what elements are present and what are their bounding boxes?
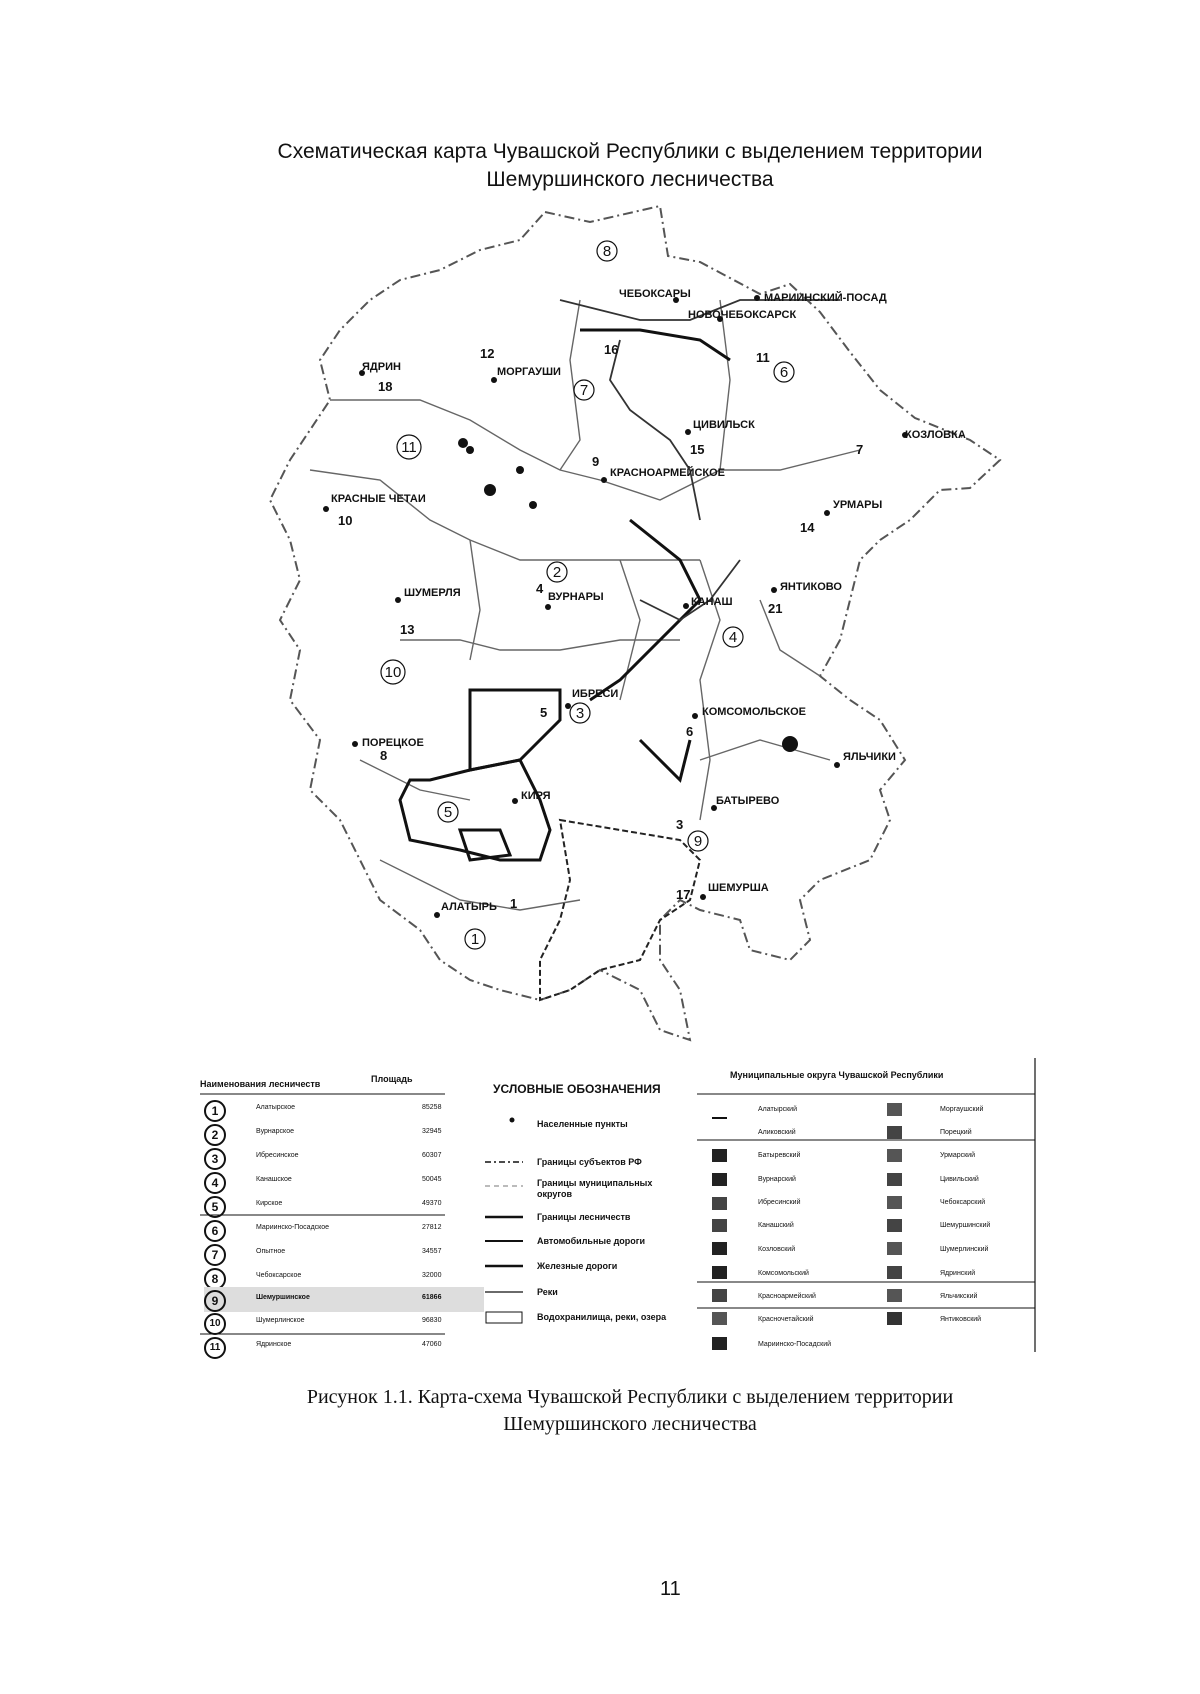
svg-text:НОВОЧЕБОКСАРСК: НОВОЧЕБОКСАРСК xyxy=(688,309,797,321)
svg-text:ЯДРИН: ЯДРИН xyxy=(362,361,401,373)
svg-text:5: 5 xyxy=(443,804,453,821)
legend-item: Железные дороги xyxy=(537,1261,618,1271)
forestry-circle-3 xyxy=(570,703,590,723)
svg-text:10: 10 xyxy=(338,513,353,528)
table-row: 4 Канашское 50045 xyxy=(204,1169,484,1194)
table-row: 5 Кирское 49370 xyxy=(204,1193,484,1218)
forestry-circle-6 xyxy=(774,362,794,382)
city-krasnoarmeyskoe xyxy=(601,466,725,483)
district-number-labels xyxy=(338,342,863,911)
svg-text:МОРГАУШИ: МОРГАУШИ xyxy=(497,366,561,378)
city-yadrin xyxy=(359,361,401,376)
legend-item: Населенные пункты xyxy=(537,1119,628,1129)
list-item: Урмарский xyxy=(940,1152,976,1159)
city-yalchiki xyxy=(834,751,896,768)
city-krasnye-chetai xyxy=(323,493,426,512)
table-row: 11 Ядринское 47060 xyxy=(204,1334,484,1359)
svg-text:12: 12 xyxy=(480,346,495,361)
figure-caption-line2: Шемуршинского лесничества xyxy=(503,1413,757,1435)
list-item: Яльчикский xyxy=(940,1293,978,1300)
list-item: Красночетайский xyxy=(758,1316,814,1323)
legend-item: Границы субъектов РФ xyxy=(537,1157,642,1167)
muni-icon-16 xyxy=(887,1196,902,1209)
forestry-circle-5 xyxy=(438,802,458,822)
forestry-table-header-area: Площадь xyxy=(371,1074,413,1084)
list-item: Батыревский xyxy=(758,1152,801,1159)
svg-text:УРМАРЫ: УРМАРЫ xyxy=(833,499,883,511)
svg-text:18: 18 xyxy=(378,379,393,394)
muni-icon-20 xyxy=(887,1289,902,1302)
list-item: Ибресинский xyxy=(758,1199,801,1206)
svg-text:КАНАШ: КАНАШ xyxy=(691,596,733,608)
svg-text:10: 10 xyxy=(384,664,402,681)
svg-text:ЯЛЬЧИКИ: ЯЛЬЧИКИ xyxy=(843,751,896,763)
forestry-table-header-name: Наименования лесничеств xyxy=(200,1079,321,1089)
table-row: 2 Вурнарское 32945 xyxy=(204,1121,484,1146)
svg-text:ИБРЕСИ: ИБРЕСИ xyxy=(572,688,619,700)
forestry-circle-9 xyxy=(688,831,708,851)
list-item: Порецкий xyxy=(940,1129,972,1136)
svg-text:7: 7 xyxy=(579,382,589,399)
city-kanash xyxy=(683,596,733,609)
svg-text:16: 16 xyxy=(604,342,619,357)
svg-text:1: 1 xyxy=(510,896,518,911)
muni-icon-14 xyxy=(887,1149,902,1162)
svg-text:3: 3 xyxy=(575,705,585,722)
svg-text:15: 15 xyxy=(690,442,705,457)
list-item: Козловский xyxy=(758,1246,796,1253)
muni-icon-3 xyxy=(712,1149,727,1162)
city-mariinsky-posad xyxy=(754,291,887,304)
svg-text:КОМСОМОЛЬСКОЕ: КОМСОМОЛЬСКОЕ xyxy=(702,706,807,718)
city-cheboksary xyxy=(619,288,691,303)
city-alatyr xyxy=(434,901,497,918)
muni-icon-12 xyxy=(887,1103,902,1116)
svg-text:9: 9 xyxy=(592,454,600,469)
svg-text:7: 7 xyxy=(856,442,864,457)
muni-icon-10 xyxy=(712,1312,727,1325)
table-row: 7 Опытное 34557 xyxy=(204,1241,484,1266)
legend-item: Автомобильные дороги xyxy=(537,1236,646,1246)
table-row: 1 Алатырское 85258 xyxy=(204,1097,484,1122)
svg-text:9: 9 xyxy=(693,833,703,850)
svg-text:4: 4 xyxy=(536,581,544,596)
city-vurnary xyxy=(545,591,604,610)
city-novocheboksarsk xyxy=(688,309,796,322)
forestry-circle-11 xyxy=(397,435,421,459)
map-title-line2: Шемуршинского лесничества xyxy=(486,168,774,191)
muni-icon-2 xyxy=(712,1126,727,1139)
forestry-circle-10 xyxy=(381,660,405,684)
muni-icon-9 xyxy=(712,1289,727,1302)
list-item: Комсомольский xyxy=(758,1270,809,1277)
svg-text:3: 3 xyxy=(676,817,684,832)
lakes xyxy=(458,438,798,752)
muni-icon-5 xyxy=(712,1197,727,1210)
muni-icon-4 xyxy=(712,1173,727,1186)
table-row: 10 Шумерлинское 96830 xyxy=(204,1310,484,1335)
svg-text:8: 8 xyxy=(602,243,612,260)
forestry-circle-4 xyxy=(723,627,743,647)
page-number: 11 xyxy=(660,1578,681,1600)
list-item: Мариинско-Посадский xyxy=(758,1341,832,1348)
svg-text:КОЗЛОВКА: КОЗЛОВКА xyxy=(905,429,966,441)
table-row: 8 Чебоксарское 32000 xyxy=(204,1265,484,1290)
svg-text:21: 21 xyxy=(768,601,783,616)
svg-text:11: 11 xyxy=(401,439,417,456)
city-komsomolskoe xyxy=(692,706,806,719)
svg-text:ВУРНАРЫ: ВУРНАРЫ xyxy=(548,591,604,603)
svg-text:КРАСНЫЕ ЧЕТАИ: КРАСНЫЕ ЧЕТАИ xyxy=(331,493,426,505)
svg-text:17: 17 xyxy=(676,887,691,902)
svg-text:ШЕМУРША: ШЕМУРША xyxy=(708,882,769,894)
svg-text:ШУМЕРЛЯ: ШУМЕРЛЯ xyxy=(404,587,461,599)
list-item: Канашский xyxy=(758,1222,794,1229)
muni-icon-13 xyxy=(887,1126,902,1139)
svg-text:ЦИВИЛЬСК: ЦИВИЛЬСК xyxy=(693,419,755,431)
svg-text:2: 2 xyxy=(552,564,562,581)
muni-icon-11 xyxy=(712,1337,727,1350)
table-row: 6 Мариинско-Посадское 27812 xyxy=(204,1217,484,1242)
muni-icon-17 xyxy=(887,1219,902,1232)
rivers xyxy=(560,300,840,620)
svg-text:КРАСНОАРМЕЙСКОЕ: КРАСНОАРМЕЙСКОЕ xyxy=(610,467,726,479)
forestry-circle-2 xyxy=(547,562,567,582)
list-item: Шумерлинский xyxy=(940,1246,989,1253)
map-title-line1: Схематическая карта Чувашской Республики с выделением территории xyxy=(277,140,983,163)
svg-text:1: 1 xyxy=(470,931,480,948)
svg-text:БАТЫРЕВО: БАТЫРЕВО xyxy=(716,795,780,807)
list-item: Ядринский xyxy=(940,1270,976,1277)
list-item: Шемуршинский xyxy=(940,1222,991,1229)
svg-text:ЯНТИКОВО: ЯНТИКОВО xyxy=(780,581,842,593)
forestry-circle-8 xyxy=(597,241,617,261)
forestry-circle-1 xyxy=(465,929,485,949)
city-morgaushi xyxy=(491,366,561,383)
muni-icon-6 xyxy=(712,1219,727,1232)
muni-icon-18 xyxy=(887,1242,902,1255)
svg-text:ЧЕБОКСАРЫ: ЧЕБОКСАРЫ xyxy=(619,288,691,300)
legend-title: УСЛОВНЫЕ ОБОЗНАЧЕНИЯ xyxy=(493,1082,661,1096)
legend-item: Границы лесничеств xyxy=(537,1212,631,1222)
svg-text:14: 14 xyxy=(800,520,815,535)
svg-text:АЛАТЫРЬ: АЛАТЫРЬ xyxy=(441,901,497,913)
muni-icon-21 xyxy=(887,1312,902,1325)
svg-text:6: 6 xyxy=(779,364,789,381)
svg-text:6: 6 xyxy=(686,724,694,739)
svg-text:11: 11 xyxy=(756,350,770,365)
svg-text:4: 4 xyxy=(728,629,738,646)
svg-text:13: 13 xyxy=(400,622,415,637)
svg-text:КИРЯ: КИРЯ xyxy=(521,790,551,802)
table-row-highlighted: 9 Шемуршинское 61866 xyxy=(204,1287,484,1312)
city-batyrevo xyxy=(711,795,780,811)
legend-item: Реки xyxy=(537,1287,558,1297)
list-item: Янтиковский xyxy=(940,1316,982,1323)
svg-text:ПОРЕЦКОЕ: ПОРЕЦКОЕ xyxy=(362,737,424,749)
svg-text:5: 5 xyxy=(540,705,548,720)
muni-icon-7 xyxy=(712,1242,727,1255)
list-item: Моргаушский xyxy=(940,1106,984,1113)
list-item: Чебоксарский xyxy=(940,1199,986,1206)
city-poretskoe xyxy=(352,737,424,749)
list-item: Красноармейский xyxy=(758,1293,816,1300)
city-urmary xyxy=(824,499,882,516)
list-item: Цивильский xyxy=(940,1176,979,1183)
legend-symbols xyxy=(485,1118,523,1324)
forestry-circle-7 xyxy=(574,380,594,400)
list-item: Алатырский xyxy=(758,1106,798,1113)
muni-icon-8 xyxy=(712,1266,727,1279)
municipal-title: Муниципальные округа Чувашской Республики xyxy=(730,1070,944,1080)
list-item: Вурнарский xyxy=(758,1176,796,1183)
city-tsivilsk xyxy=(685,419,755,435)
muni-icon-15 xyxy=(887,1173,902,1186)
table-row: 3 Ибресинское 60307 xyxy=(204,1145,484,1170)
city-kozlovka xyxy=(902,429,966,441)
list-item: Аликовский xyxy=(758,1129,796,1136)
city-shumerlya xyxy=(395,587,461,603)
city-shemursha xyxy=(700,882,769,900)
legend-item: Границы муниципальных округов xyxy=(537,1178,653,1199)
muni-icon-1 xyxy=(712,1104,727,1119)
svg-text:МАРИИНСКИЙ-ПОСАД: МАРИИНСКИЙ-ПОСАД xyxy=(764,292,887,304)
shemursha-forestry-area xyxy=(540,820,703,1000)
svg-text:8: 8 xyxy=(380,748,388,763)
city-yantikovo xyxy=(771,581,842,593)
legend-item: Водохранилища, реки, озера xyxy=(537,1312,667,1322)
muni-icon-19 xyxy=(887,1266,902,1279)
figure-caption-line1: Рисунок 1.1. Карта-схема Чувашской Республики с выделением территории xyxy=(306,1386,954,1408)
city-kirya xyxy=(512,790,551,804)
